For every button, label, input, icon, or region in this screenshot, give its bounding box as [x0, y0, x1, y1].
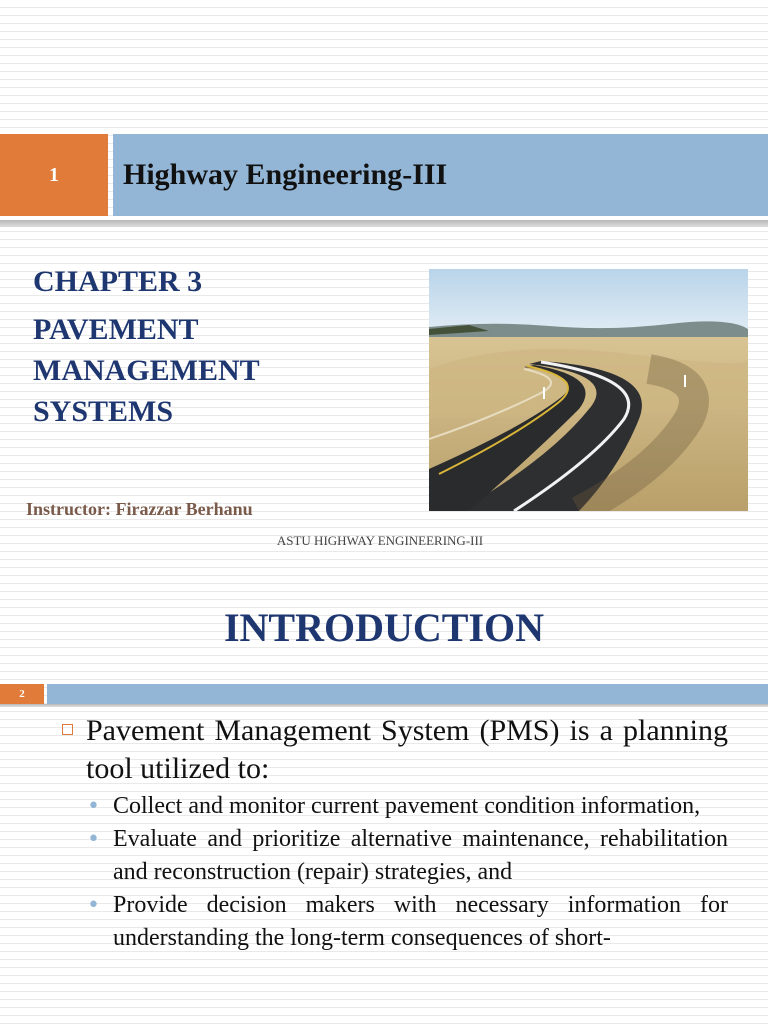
chapter-title-line-1: PAVEMENT [33, 313, 199, 346]
footer-text: ASTU HIGHWAY ENGINEERING-III [276, 533, 484, 548]
introduction-title: INTRODUCTION [223, 605, 545, 650]
header-shadow [0, 220, 768, 227]
sub-bullet-text: Evaluate and prioritize alternative maintenance, rehabilitation and reconstruction (repair) strategies, and [113, 826, 728, 885]
dot-bullet-icon: • [87, 794, 100, 819]
slide-header-title: Highway Engineering-III [123, 158, 448, 191]
main-bullet-text: Pavement Management System (PMS) is a planning tool utilized to: [86, 714, 728, 785]
winding-road-photo [429, 269, 748, 511]
slide-header-bar-2 [47, 684, 768, 704]
slide-footer [0, 533, 768, 549]
chapter-title-line-3: SYSTEMS [33, 395, 174, 428]
header-shadow-2 [0, 704, 768, 707]
slide-number-2: 2 [19, 688, 25, 700]
sub-bullet-text: Collect and monitor current pavement condition information, [113, 793, 701, 819]
slide-content [0, 712, 768, 955]
chapter-heading: CHAPTER 3 [33, 265, 203, 298]
instructor-name: Instructor: Firazzar Berhanu [26, 499, 253, 519]
sub-bullet-list [87, 790, 728, 955]
sub-bullet-item [87, 790, 728, 823]
slide-header-bar [113, 134, 768, 216]
square-bullet-icon [62, 724, 73, 735]
slide-number: 1 [49, 163, 59, 186]
sub-bullet-item [87, 889, 728, 955]
sub-bullet-item [87, 823, 728, 889]
chapter-title-line-2: MANAGEMENT [33, 354, 260, 387]
main-bullet [86, 712, 728, 788]
slide-number-box [0, 134, 108, 216]
dot-bullet-icon: • [87, 893, 100, 918]
slide-number-box-2 [0, 684, 44, 704]
dot-bullet-icon: • [87, 827, 100, 852]
sub-bullet-text: Provide decision makers with necessary information for understanding the long-term consequences of short- [113, 892, 728, 951]
